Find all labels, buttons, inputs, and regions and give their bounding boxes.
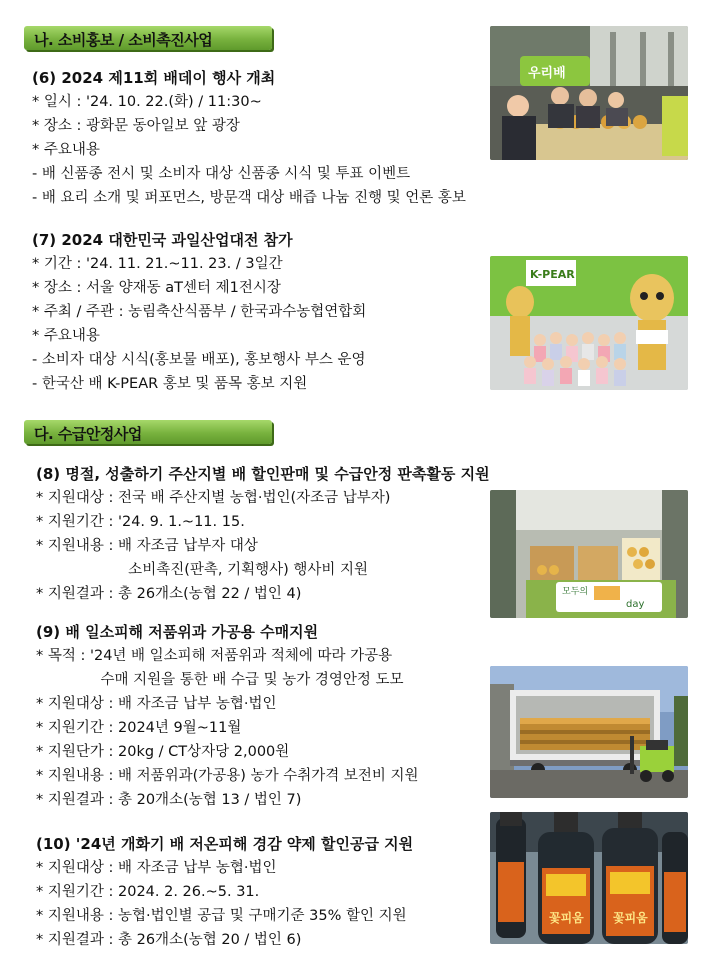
item-line: * 지원단가 : 20kg / CT상자당 2,000원 [36,744,290,760]
item-line: * 주요내용 [32,328,100,344]
item-line: * 지원대상 : 전국 배 주산지별 농협·법인(자조금 납부자) [36,490,391,506]
item-line: * 지원기간 : '24. 9. 1.~11. 15. [36,514,245,530]
item-line: * 목적 : '24년 배 일소피해 저품위과 적체에 따라 가공용 [36,648,393,664]
photo-fruit-expo [490,256,688,390]
section-band-supply [24,420,272,444]
item-line: - 한국산 배 K-PEAR 홍보 및 품목 홍보 지원 [32,376,308,392]
item-line: * 기간 : '24. 11. 21.~11. 23. / 3일간 [32,256,283,272]
item-line: - 소비자 대상 시식(홍보물 배포), 홍보행사 부스 운영 [32,352,366,368]
item-7-block [32,228,366,396]
photo-store-promotion [490,490,688,618]
item-heading: (8) 명절, 성출하기 주산지별 배 할인판매 및 수급안정 판촉활동 지원 [36,465,490,483]
item-line: * 지원결과 : 총 26개소(농협 22 / 법인 4) [36,586,302,602]
item-line: * 일시 : '24. 10. 22.(화) / 11:30~ [32,94,262,110]
item-line: * 지원내용 : 배 자조금 납부자 대상 [36,538,258,554]
item-line: 소비촉진(판촉, 기획행사) 행사비 지원 [36,562,369,578]
item-line: * 지원대상 : 배 자조금 납부 농협·법인 [36,696,277,712]
item-heading: (6) 2024 제11회 배데이 행사 개최 [32,69,276,87]
item-line: * 주최 / 주관 : 농림축산식품부 / 한국과수농협연합회 [32,304,367,320]
item-line: - 배 요리 소개 및 퍼포먼스, 방문객 대상 배즙 나눔 진행 및 언론 홍보 [32,190,466,206]
item-line: * 지원내용 : 농협·법인별 공급 및 구매기준 35% 할인 지원 [36,908,407,924]
store-sign-text: 모두의 [562,587,589,597]
item-heading: (7) 2024 대한민국 과일산업대전 참가 [32,231,293,249]
item-line: * 지원결과 : 총 20개소(농협 13 / 법인 7) [36,792,302,808]
booth-banner-text: 우리배 [528,66,566,81]
item-line: * 지원기간 : 2024. 2. 26.~5. 31. [36,884,260,900]
item-line: * 지원대상 : 배 자조금 납부 농협·법인 [36,860,277,876]
item-line: * 장소 : 광화문 동아일보 앞 광장 [32,118,240,134]
store-sign-day: day [626,599,645,610]
photo-frost-agent-bottles [490,812,688,944]
photo-purchase-truck [490,666,688,798]
item-line: * 지원내용 : 배 저품위과(가공용) 농가 수취가격 보전비 지원 [36,768,419,784]
item-8-block [36,462,490,606]
item-10-block [36,832,413,952]
item-line: * 주요내용 [32,142,100,158]
section-band-consumption [24,26,272,50]
item-9-block [36,620,418,812]
item-line: * 장소 : 서울 양재동 aT센터 제1전시장 [32,280,281,296]
item-line: * 지원결과 : 총 26개소(농협 20 / 법인 6) [36,932,302,948]
photo-pear-day-event [490,26,688,160]
section-title: 나. 소비홍보 / 소비촉진사업 [34,31,213,49]
bottle-label-text: 꽃피움 [613,911,648,925]
item-heading: (10) '24년 개화기 배 저온피해 경감 약제 할인공급 지원 [36,835,414,853]
bottle-label-text: 꽃피움 [549,911,584,925]
booth-sign-text: K-PEAR [530,268,575,281]
item-line: 수매 지원을 통한 배 수급 및 농가 경영안정 도모 [36,672,404,688]
section-title: 다. 수급안정사업 [34,425,142,443]
item-line: * 지원기간 : 2024년 9월~11월 [36,720,242,736]
item-heading: (9) 배 일소피해 저품위과 가공용 수매지원 [36,623,319,641]
item-6-block [32,66,466,210]
item-line: - 배 신품종 전시 및 소비자 대상 신품종 시식 및 투표 이벤트 [32,166,411,182]
